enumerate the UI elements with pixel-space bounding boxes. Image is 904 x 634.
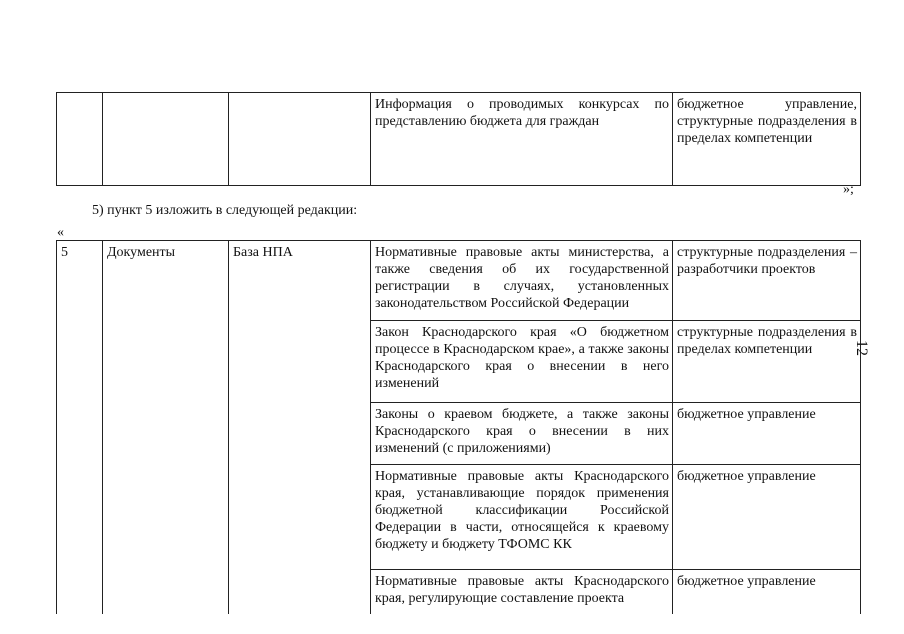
- cell-source: База НПА: [229, 241, 371, 614]
- cell-type: [103, 93, 229, 186]
- documents-table: [56, 240, 861, 614]
- continued-table: [56, 92, 861, 186]
- cell-info: Нормативные правовые акты министерства, а также сведения об их государственной регистрации в случаях, установленных законодательством Российской Федерации: [371, 241, 673, 321]
- cell-info: Информация о проводимых конкурсах по представлению бюджета для граждан: [371, 93, 673, 186]
- cell-type: Документы: [103, 241, 229, 614]
- amendment-instruction: 5) пункт 5 изложить в следующей редакции:: [92, 203, 358, 218]
- cell-source: [229, 93, 371, 186]
- cell-info: Нормативные правовые акты Краснодарского края, регулирующие составление проекта: [371, 570, 673, 614]
- opening-quote: «: [57, 225, 64, 240]
- cell-responsible: бюджетное управление: [673, 570, 861, 614]
- cell-responsible: бюджетное управление: [673, 403, 861, 465]
- cell-number: [57, 93, 103, 186]
- cell-info: Закон Краснодарского края «О бюджетном процессе в Краснодарском крае», а также законы Краснодарского края о внесении в него изменений: [371, 321, 673, 403]
- page-number: 12: [853, 340, 870, 356]
- cell-info: Нормативные правовые акты Краснодарского края, устанавливающие порядок применения бюджетной классификации Российской Федерации в части, относящейся к краевому бюджету и бюджету ТФОМС КК: [371, 465, 673, 570]
- cell-responsible: структурные подразделения в пределах компетенции: [673, 321, 861, 403]
- cell-responsible: структурные подразделения – разработчики проектов: [673, 241, 861, 321]
- closing-quote: »;: [843, 182, 854, 197]
- table-row: [57, 241, 861, 321]
- cell-info: Законы о краевом бюджете, а также законы Краснодарского края о внесении в них изменений (с приложениями): [371, 403, 673, 465]
- cell-responsible: бюджетное управление, структурные подразделения в пределах компетенции: [673, 93, 861, 186]
- cell-responsible: бюджетное управление: [673, 465, 861, 570]
- cell-number: 5: [57, 241, 103, 614]
- table-row: [57, 93, 861, 186]
